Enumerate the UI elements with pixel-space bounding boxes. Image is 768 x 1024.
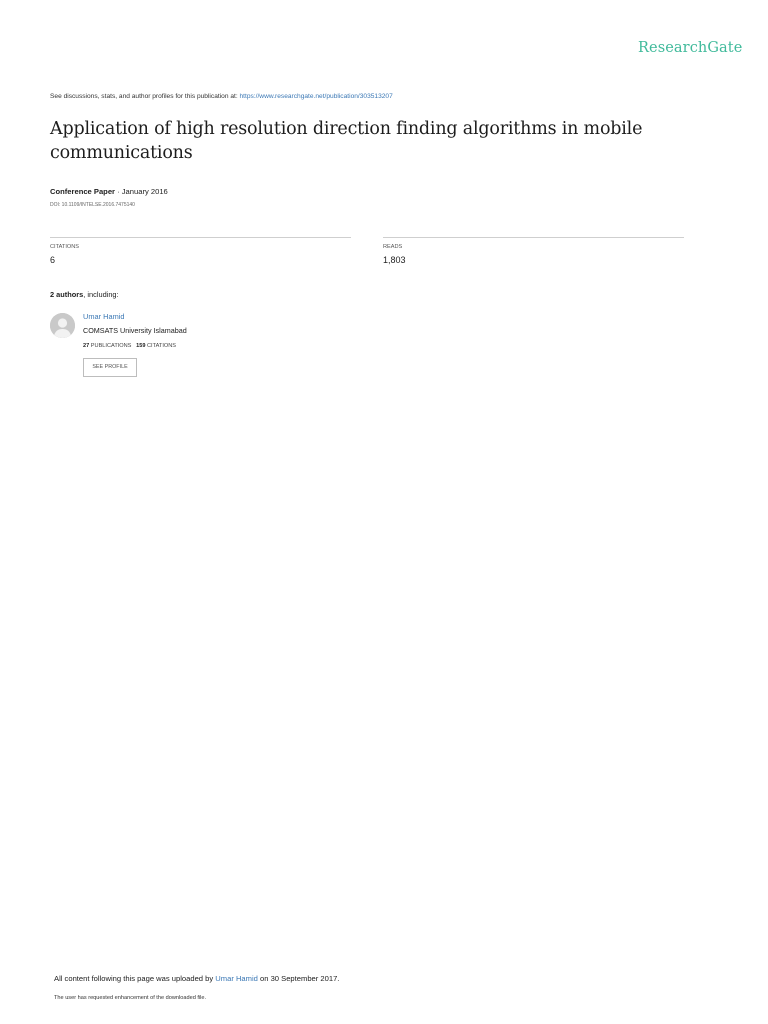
uploader-link[interactable]: Umar Hamid xyxy=(215,974,258,983)
upload-note xyxy=(54,974,339,983)
type-date-separator: · xyxy=(115,187,122,196)
publication-type: Conference Paper xyxy=(50,187,115,196)
publication-doi: DOI: 10.1109/INTELSE.2016.7475140 xyxy=(50,202,135,208)
publication-type-date xyxy=(50,187,168,196)
citations-value: 6 xyxy=(50,255,56,265)
author-stats xyxy=(83,343,176,349)
authors-count-suffix: , including: xyxy=(83,290,119,299)
enhancement-note: The user has requested enhancement of the downloaded file. xyxy=(54,995,207,1001)
reads-label: READS xyxy=(383,244,403,250)
author-avatar[interactable] xyxy=(50,313,75,338)
publication-date: January 2016 xyxy=(121,187,168,196)
upload-prefix: All content following this page was uploaded by xyxy=(54,974,214,983)
citations-divider xyxy=(50,237,351,238)
author-citations-count: 159 xyxy=(136,343,146,349)
citations-label: CITATIONS xyxy=(50,244,80,250)
reads-value: 1,803 xyxy=(383,255,406,265)
researchgate-logo[interactable]: ResearchGate xyxy=(638,40,743,56)
author-publications-count: 27 xyxy=(83,343,90,349)
publication-source-line xyxy=(50,93,393,100)
user-silhouette-icon xyxy=(50,313,75,338)
author-citations-label: CITATIONS xyxy=(147,343,177,349)
author-institution: COMSATS University Islamabad xyxy=(83,326,187,335)
authors-count: 2 authors xyxy=(50,290,84,299)
authors-heading xyxy=(50,290,119,299)
see-profile-button[interactable]: SEE PROFILE xyxy=(83,358,137,377)
author-publications-label: PUBLICATIONS xyxy=(90,343,132,349)
page-title: Application of high resolution direction finding algorithms in mobile communications xyxy=(50,119,643,163)
publication-url-link[interactable]: https://www.researchgate.net/publication/303513207 xyxy=(239,93,393,100)
upload-suffix: on 30 September 2017. xyxy=(260,974,340,983)
source-prefix: See discussions, stats, and author profiles for this publication at: xyxy=(50,93,238,100)
author-name-link[interactable]: Umar Hamid xyxy=(83,312,125,321)
reads-divider xyxy=(383,237,684,238)
